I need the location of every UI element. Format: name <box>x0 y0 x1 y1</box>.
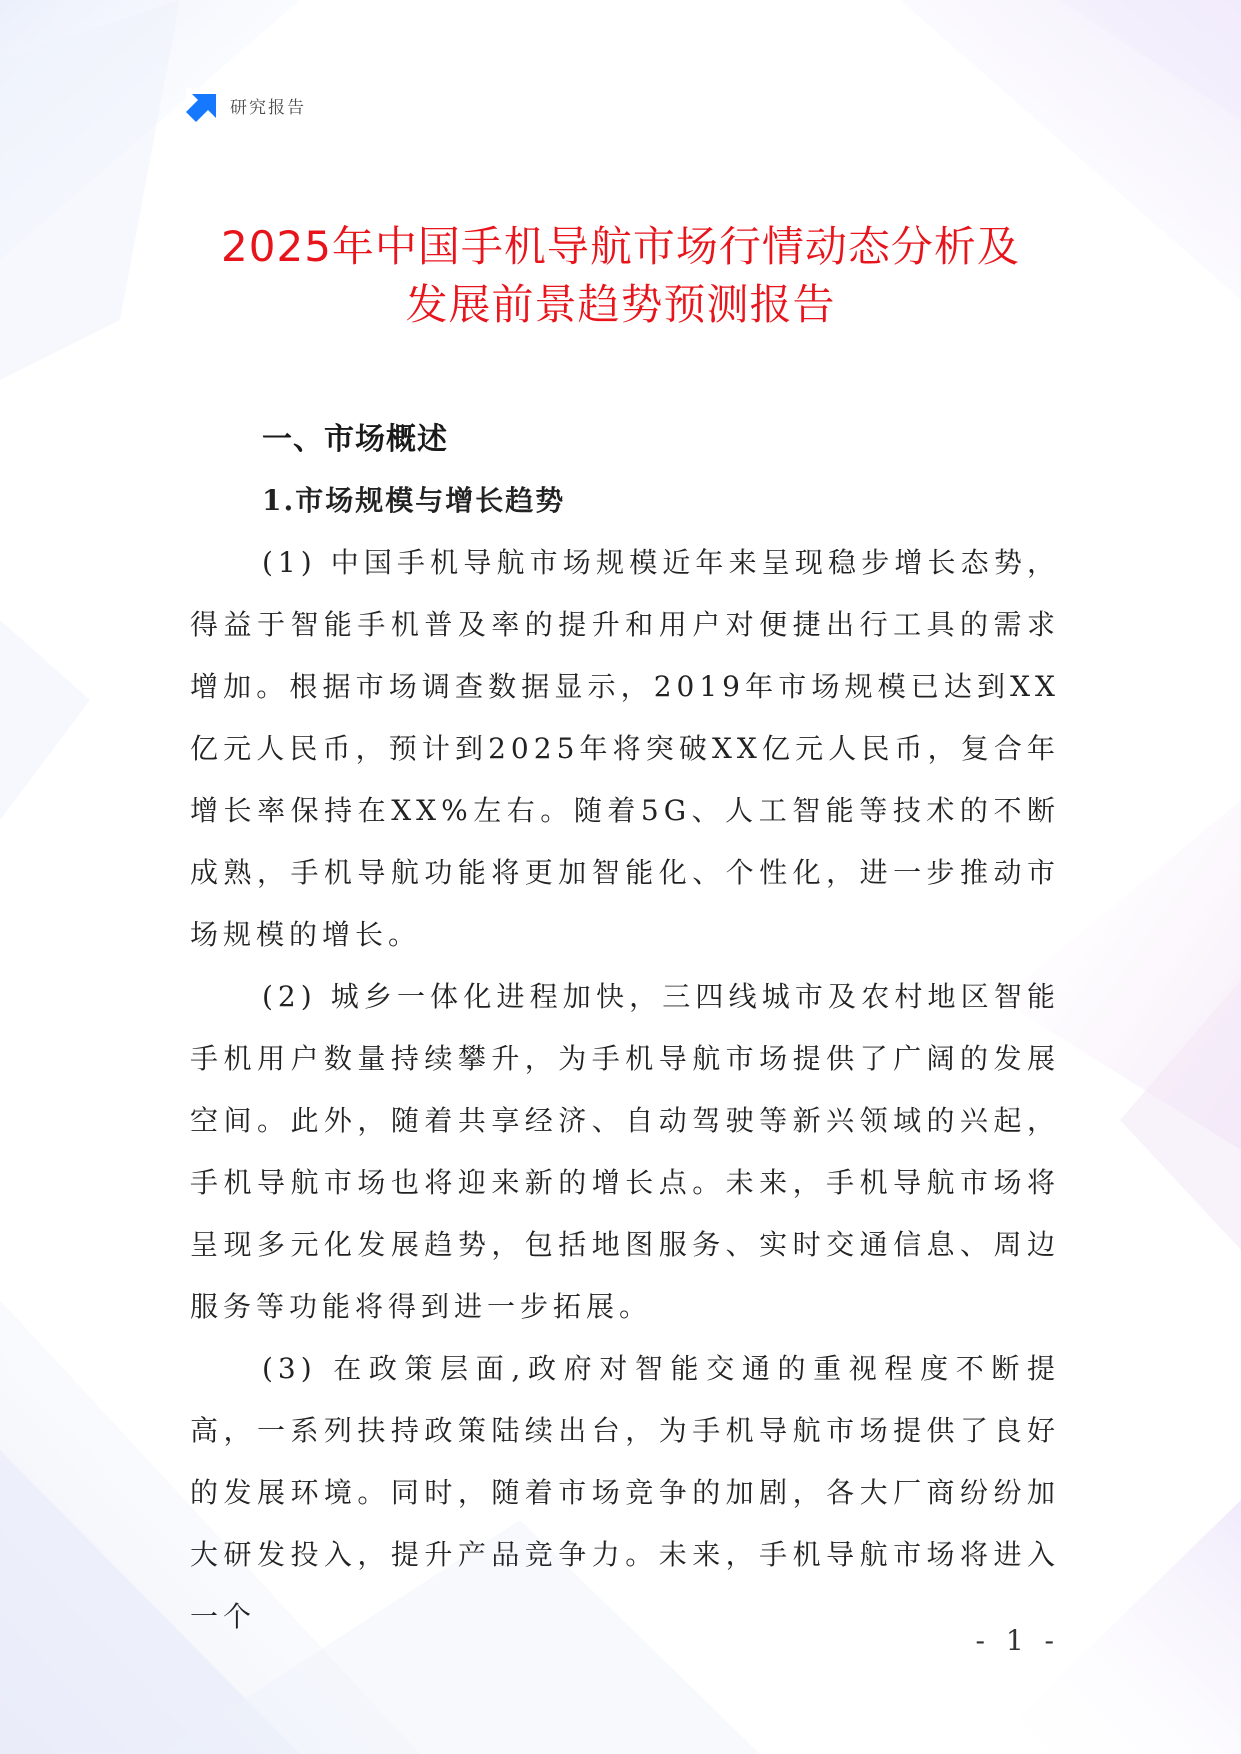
paragraph-2: (2) 城乡一体化进程加快，三四线城市及农村地区智能手机用户数量持续攀升，为手机导航市场提供了广阔的发展空间。此外，随着共享经济、自动驾驶等新兴领域的兴起，手机导航市场也将迎来新的增长点。未来，手机导航市场将呈现多元化发展趋势，包括地图服务、实时交通信息、周边服务等功能将得到进一步拓展。 <box>190 980 1060 1323</box>
title-line-1: 2025年中国手机导航市场行情动态分析及 <box>221 222 1020 271</box>
header-label: 研究报告 <box>230 97 306 118</box>
title-line-2: 发展前景趋势预测报告 <box>405 280 836 329</box>
report-body <box>190 410 1060 1648</box>
page-number: - 1 - <box>975 1624 1060 1657</box>
paragraph-3: (3) 在政策层面,政府对智能交通的重视程度不断提高，一系列扶持政策陆续出台，为手机导航市场提供了良好的发展环境。同时，随着市场竞争的加剧，各大厂商纷纷加大研发投入，提升产品竞争力。未来，手机导航市场将进入一个 <box>190 1352 1060 1633</box>
section-heading: 一、市场概述 <box>262 422 448 457</box>
arrow-up-right-icon <box>186 88 220 122</box>
page-header <box>186 88 306 122</box>
paragraph-1: (1) 中国手机导航市场规模近年来呈现稳步增长态势，得益于智能手机普及率的提升和用户对便捷出行工具的需求增加。根据市场调查数据显示，2019年市场规模已达到XX亿元人民币，预计到2025年将突破XX亿元人民币，复合年增长率保持在XX%左右。随着5G、人工智能等技术的不断成熟，手机导航功能将更加智能化、个性化，进一步推动市场规模的增长。 <box>190 546 1060 951</box>
report-title <box>0 218 1241 334</box>
sub-heading: 1.市场规模与增长趋势 <box>262 484 566 517</box>
